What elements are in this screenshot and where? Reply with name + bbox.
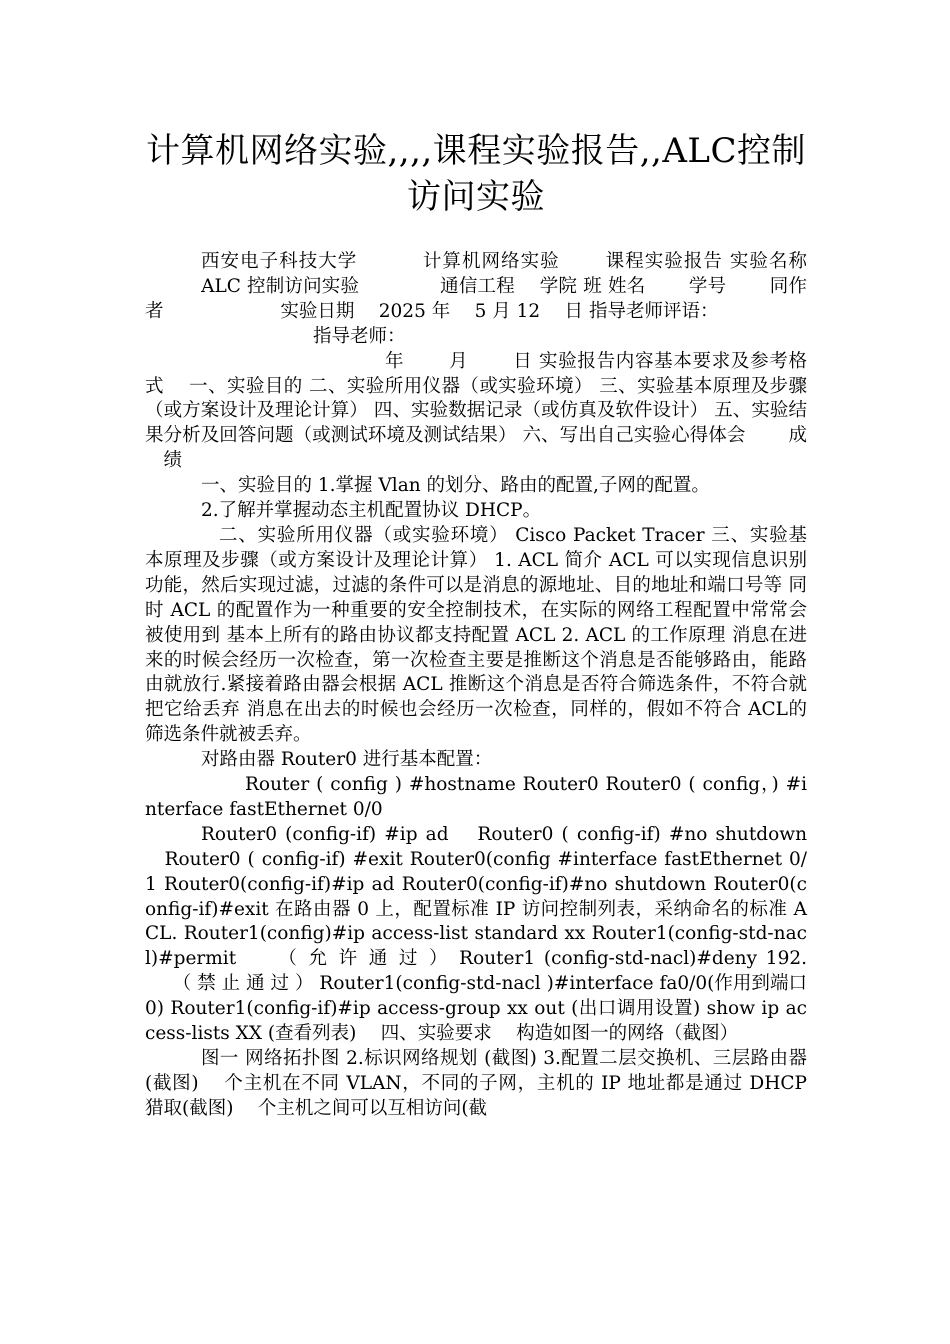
report-header-paragraph: 西安电子科技大学 计算机网络实验 课程实验报告 实验名称 ALC 控制访问实验 通信工程 学院 班 姓名 学号 同作者 实验日期 2025 年 5 月 12 日 指导老师评语： xyxy=(145,251,807,322)
document-page xyxy=(145,128,807,1122)
teacher-signature-line: 指导老师： xyxy=(313,325,406,347)
router-config-commands-2: Router0 (config-if) #ip ad Router0 ( config-if) #no shutdown Router0 ( config-if) #exit Router0(config #interface fastEthernet 0/1 Router0(config-if)#ip ad Router0(config-if)#no shutdown Router0(config-if)#exit 在路由器 0 上，配置标准 IP 访问控制列表，采纳命名的标准 ACL. Router1(config)#ip access-list standard xx Router1(config-std-nacl)#permit （ 允 许 通 过 ） Router1 (config-std-nacl)#deny 192. （ 禁 止 通 过 ） Router1(config-std-nacl )#interface fa0/0(作用到端口 0) Router1(config-if)#ip access-group xx out (出口调用设置) show ip access-lists XX (查看列表) 四、实验要求 构造如图一的网络（截图） xyxy=(145,823,807,1045)
objective-paragraph-1: 一、实验目的 1.掌握 Vlan 的划分、路由的配置,子网的配置。 xyxy=(201,475,710,497)
router-config-heading: 对路由器 Router0 进行基本配置： xyxy=(201,749,493,771)
principle-paragraph: 二、实验所用仪器（或实验环境） Cisco Packet Tracer 三、实验基本原理及步骤（或方案设计及理论计算） 1. ACL 简介 ACL 可以实现信息识别功能，然后实现过滤，过滤的条件可以是消息的源地址、目的地址和端口号等 同时 ACL 的配置作为一种重要的安全控制技术，在实际的网络工程配置中常常会被使用到 基本上所有的路由协议都支持配置 ACL 2. ACL 的工作原理 消息在进来的时候会经历一次检查，第一次检查主要是推断这个消息是否能够路由，能路由就放行.紧接着路由器会根据 ACL 推断这个消息是否符合筛选条件，不符合就把它给丢弃 消息在出去的时候也会经历一次检查，同样的，假如不符合 ACL的筛选条件就被丢弃。 xyxy=(145,524,807,746)
document-title: 计算机网络实验,,,,课程实验报告,,ALC控制访问实验 xyxy=(146,131,806,217)
requirements-paragraph: 图一 网络拓扑图 2.标识网络规划 (截图) 3.配置二层交换机、三层路由器(截图) 个主机在不同 VLAN，不同的子网，主机的 IP 地址都是通过 DHCP 猎取(截图) 个主机之间可以互相访问(截 xyxy=(145,1048,807,1119)
router-config-commands-1: Router ( config ) #hostname Router0 Router0 ( config，) #interface fastEthernet 0/0 xyxy=(145,774,807,820)
document-body xyxy=(145,250,807,1122)
objective-paragraph-2: 2.了解并掌握动态主机配置协议 DHCP。 xyxy=(201,500,542,522)
report-requirements-paragraph: 年 月 日 实验报告内容基本要求及参考格式 一、实验目的 二、实验所用仪器（或实验环境） 三、实验基本原理及步骤（或方案设计及理论计算） 四、实验数据记录（或仿真及软件设计） 五、实验结果分析及回答问题（或测试环境及测试结果） 六、写出自己实验心得体会 成 绩 xyxy=(145,350,807,472)
